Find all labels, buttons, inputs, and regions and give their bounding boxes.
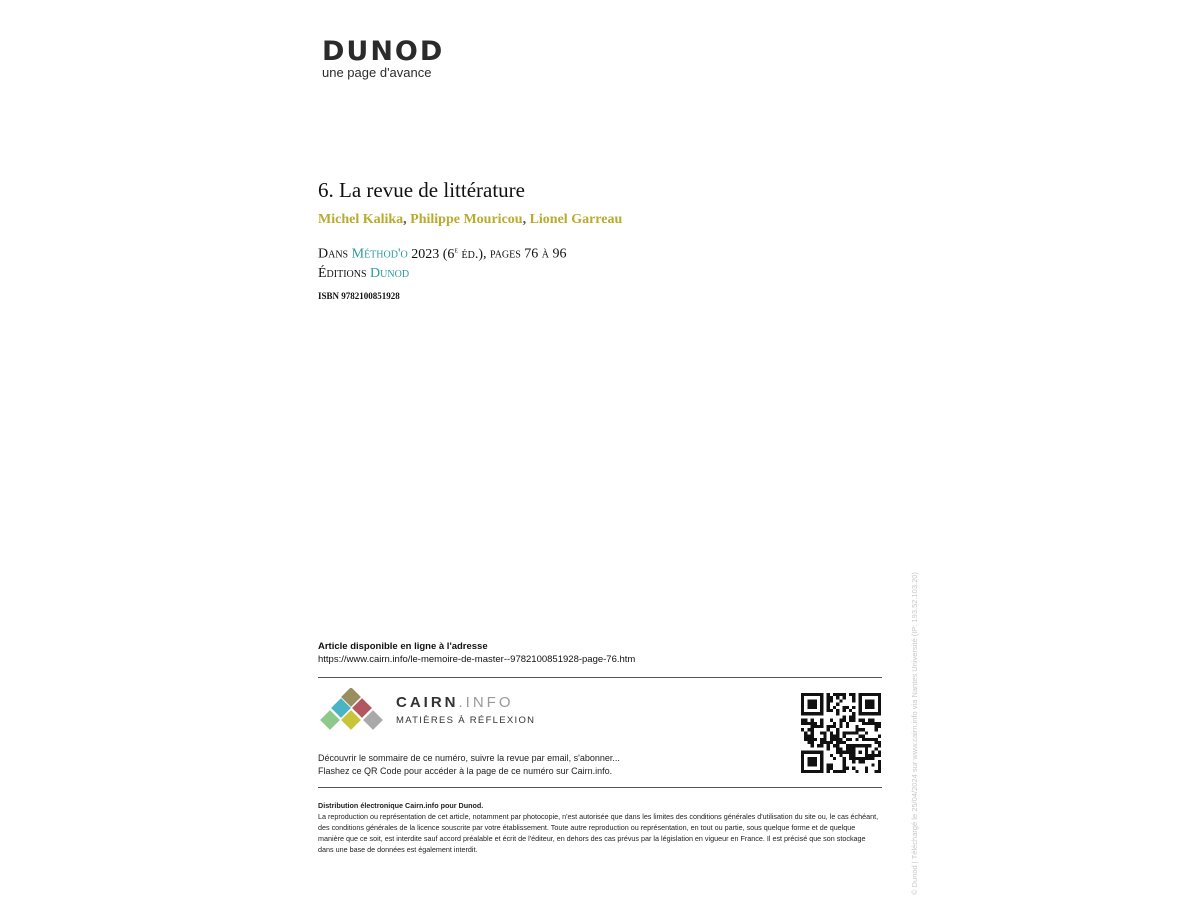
article-title: 6. La revue de littérature xyxy=(318,178,525,202)
edition-info: 2023 (6e éd.) xyxy=(411,245,484,262)
author-link-1[interactable]: Michel Kalika xyxy=(318,212,404,227)
collection-link[interactable]: Méthod'o xyxy=(351,246,408,262)
editions-label: Éditions xyxy=(318,265,367,281)
divider-top xyxy=(318,677,882,678)
publisher-tagline: une page d'avance xyxy=(322,65,432,80)
author-list: Michel Kalika, Philippe Mouricou, Lionel Garreau xyxy=(318,212,623,227)
in-prefix: Dans xyxy=(318,246,349,262)
download-watermark: © Dunod | Téléchargé le 25/04/2024 sur www.cairn.info via Nantes Université (IP: 193.52.103.20) xyxy=(910,572,919,895)
author-link-3[interactable]: Lionel Garreau xyxy=(529,212,623,227)
editions-line xyxy=(318,264,567,283)
publication-line xyxy=(318,240,567,264)
isbn: ISBN 9782100851928 xyxy=(318,291,400,301)
online-availability xyxy=(318,640,635,666)
discover-line-1: Découvrir le sommaire de ce numéro, suivre la revue par email, s'abonner... xyxy=(318,753,620,763)
cairn-name[interactable]: CAIRN.INFO xyxy=(396,694,514,711)
author-link-2[interactable]: Philippe Mouricou xyxy=(410,212,523,227)
qr-code-icon[interactable] xyxy=(801,693,881,773)
article-url-link[interactable]: https://www.cairn.info/le-memoire-de-master--9782100851928-page-76.htm xyxy=(318,654,636,665)
discover-line-2: Flashez ce QR Code pour accéder à la page de ce numéro sur Cairn.info. xyxy=(318,766,613,776)
divider-bottom xyxy=(318,787,882,788)
legal-notice xyxy=(318,800,882,855)
legal-text: La reproduction ou représentation de cet article, notamment par photocopie, n'est autorisée que dans les limites des conditions générales d'utilisation du site ou, le cas échéant, des conditions générales de la licence souscrite par votre établissement. Toute autre reproduction ou représentation, en tout ou partie, sous quelque forme et de quelque manière que ce soit, est interdite sauf accord préalable et écrit de l'éditeur, en dehors des cas prévus par la législation en vigueur en France. Il est précisé que son stockage dans une base de données est également interdit. xyxy=(318,812,879,854)
legal-heading: Distribution électronique Cairn.info pour Dunod. xyxy=(318,801,484,810)
editions-link[interactable]: Dunod xyxy=(370,265,410,281)
publication-info xyxy=(318,240,567,283)
publisher-name: DUNOD xyxy=(322,36,445,67)
page-range: , pages 76 à 96 xyxy=(483,246,567,262)
online-label: Article disponible en ligne à l'adresse xyxy=(318,641,488,652)
publisher-logo xyxy=(322,38,444,80)
discover-text xyxy=(318,752,620,778)
cairn-slogan: MATIÈRES À RÉFLEXION xyxy=(396,715,536,726)
